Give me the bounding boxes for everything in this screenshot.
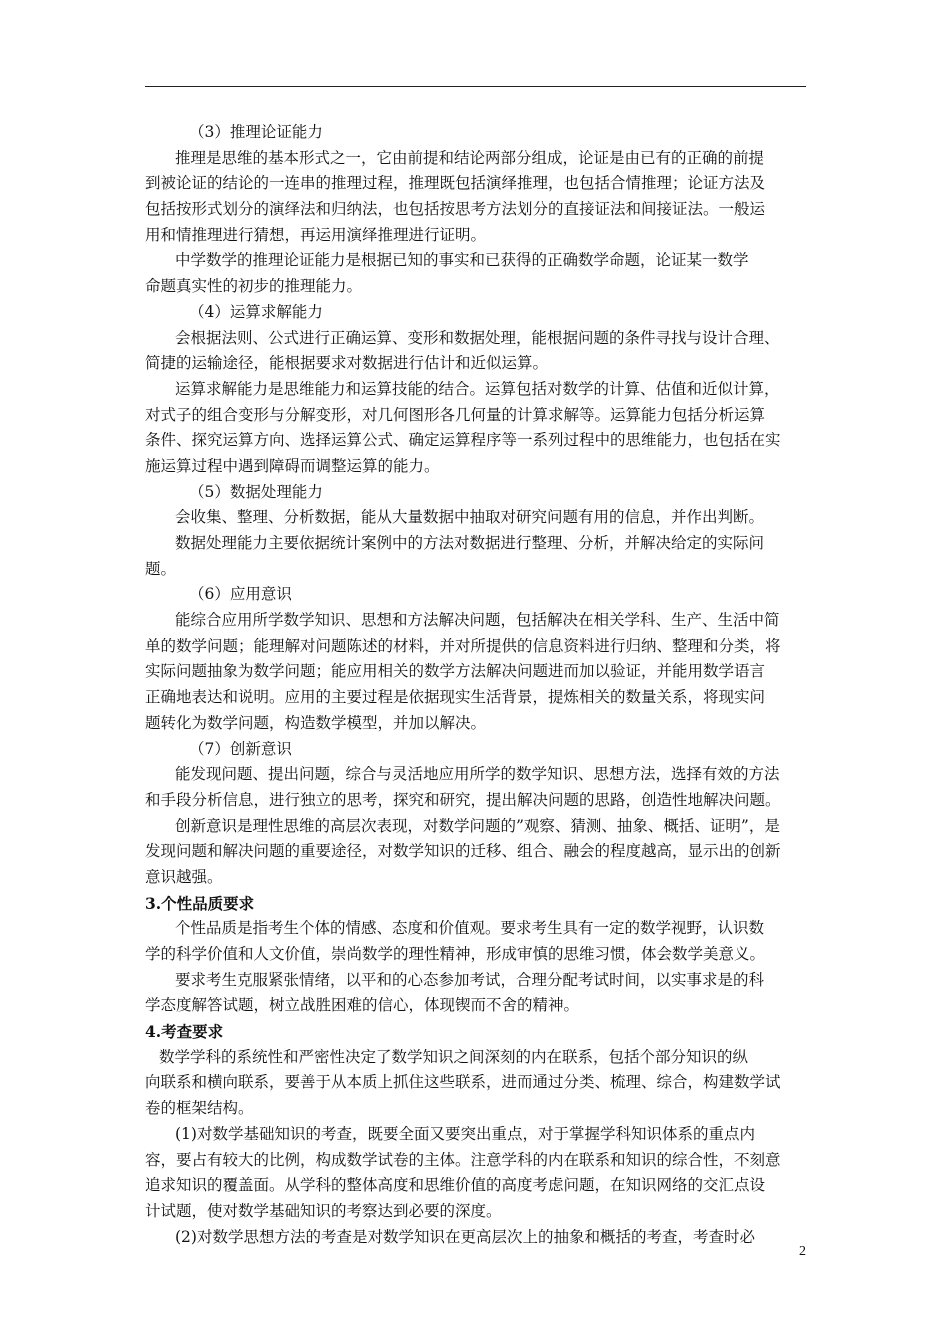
text-line: 个性品质是指考生个体的情感、态度和价值观。要求考生具有一定的数学视野，认识数 bbox=[175, 919, 765, 938]
text-line: （6）应用意识 bbox=[189, 585, 292, 604]
text-line: 用和情推理进行猜想，再运用演绎推理进行证明。 bbox=[145, 225, 487, 244]
text-line: 条件、探究运算方向、选择运算公式、确定运算程序等一系列过程中的思维能力，也包括在实 bbox=[145, 431, 781, 450]
text-line: 正确地表达和说明。应用的主要过程是依据现实生活背景，提炼相关的数量关系，将现实问 bbox=[145, 688, 766, 707]
text-line: 计试题，使对数学基础知识的考察达到必要的深度。 bbox=[145, 1201, 502, 1220]
text-line: 卷的框架结构。 bbox=[145, 1099, 254, 1118]
text-line: 推理是思维的基本形式之一，它由前提和结论两部分组成，论证是由已有的正确的前提 bbox=[175, 148, 765, 167]
section-heading: 4.考查要求 bbox=[145, 1022, 224, 1042]
text-line: 包括按形式划分的演绎法和归纳法，也包括按思考方法划分的直接证法和间接证法。一般运 bbox=[145, 200, 766, 219]
section-heading: 3.个性品质要求 bbox=[145, 893, 255, 913]
text-line: 能综合应用所学数学知识、思想和方法解决问题，包括解决在相关学科、生产、生活中简 bbox=[175, 611, 780, 630]
text-line: 会根据法则、公式进行正确运算、变形和数据处理，能根据问题的条件寻找与设计合理、 bbox=[175, 328, 780, 347]
text-line: （5）数据处理能力 bbox=[189, 482, 323, 501]
text-line: 意识越强。 bbox=[145, 867, 223, 886]
text-line: 题转化为数学问题，构造数学模型，并加以解决。 bbox=[145, 713, 487, 732]
text-line: 追求知识的覆盖面。从学科的整体高度和思维价值的高度考虑问题，在知识网络的交汇点设 bbox=[145, 1176, 766, 1195]
text-line: 向联系和横向联系，要善于从本质上抓住这些联系，进而通过分类、梳理、综合，构建数学试 bbox=[145, 1073, 781, 1092]
text-line: 创新意识是理性思维的高层次表现，对数学问题的”观察、猜测、抽象、概括、证明”，是 bbox=[175, 816, 780, 835]
text-line: 学的科学价值和人文价值，崇尚数学的理性精神，形成审慎的思维习惯，体会数学美意义。 bbox=[145, 945, 766, 963]
text-line: 简捷的运输途径，能根据要求对数据进行估计和近似运算。 bbox=[145, 354, 549, 373]
text-line: (2)对数学思想方法的考查是对数学知识在更高层次上的抽象和概括的考查，考查时必 bbox=[175, 1227, 755, 1246]
text-line: （4）运算求解能力 bbox=[189, 302, 323, 321]
text-line: 施运算过程中遇到障碍而调整运算的能力。 bbox=[145, 456, 440, 475]
text-line: （7）创新意识 bbox=[189, 739, 292, 758]
text-line: 能发现问题、提出问题，综合与灵活地应用所学的数学知识、思想方法，选择有效的方法 bbox=[175, 765, 780, 784]
text-line: 单的数学问题；能理解对问题陈述的材料，并对所提供的信息资料进行归纳、整理和分类，将 bbox=[145, 636, 781, 655]
text-line: 中学数学的推理论证能力是根据已知的事实和已获得的正确数学命题，论证某一数学 bbox=[175, 251, 749, 270]
text-line: 数学学科的系统性和严密性决定了数学知识之间深刻的内在联系，包括个部分知识的纵 bbox=[159, 1047, 749, 1066]
text-line: （3）推理论证能力 bbox=[189, 123, 323, 141]
text-line: 命题真实性的初步的推理能力。 bbox=[145, 277, 363, 296]
document-body bbox=[145, 120, 806, 1250]
text-line: 要求考生克服紧张情绪，以平和的心态参加考试，合理分配考试时间，以实事求是的科 bbox=[175, 970, 765, 989]
text-line: 题。 bbox=[145, 559, 177, 578]
page-number: 2 bbox=[799, 1244, 806, 1259]
text-line: 学态度解答试题，树立战胜困难的信心，体现锲而不舍的精神。 bbox=[145, 996, 580, 1015]
text-line: 对式子的组合变形与分解变形，对几何图形各几何量的计算求解等。运算能力包括分析运算 bbox=[145, 405, 766, 424]
text-line: 容，要占有较大的比例，构成数学试卷的主体。注意学科的内在联系和知识的综合性，不刻意 bbox=[145, 1150, 781, 1169]
header-rule bbox=[145, 86, 806, 87]
text-line: 到被论证的结论的一连串的推理过程，推理既包括演绎推理，也包括合情推理；论证方法及 bbox=[145, 174, 766, 193]
text-line: 会收集、整理、分析数据，能从大量数据中抽取对研究问题有用的信息，并作出判断。 bbox=[175, 508, 765, 527]
text-line: 和手段分析信息，进行独立的思考，探究和研究，提出解决问题的思路，创造性地解决问题。 bbox=[145, 790, 781, 809]
text-line: 运算求解能力是思维能力和运算技能的结合。运算包括对数学的计算、估值和近似计算， bbox=[175, 379, 780, 398]
text-line: (1)对数学基础知识的考查，既要全面又要突出重点，对于掌握学科知识体系的重点内 bbox=[175, 1124, 755, 1143]
text-line: 实际问题抽象为数学问题；能应用相关的数学方法解决问题进而加以验证，并能用数学语言 bbox=[145, 662, 766, 681]
text-line: 发现问题和解决问题的重要途径，对数学知识的迁移、组合、融会的程度越高，显示出的创新 bbox=[145, 842, 781, 861]
text-line: 数据处理能力主要依据统计案例中的方法对数据进行整理、分析，并解决给定的实际问 bbox=[175, 534, 765, 552]
